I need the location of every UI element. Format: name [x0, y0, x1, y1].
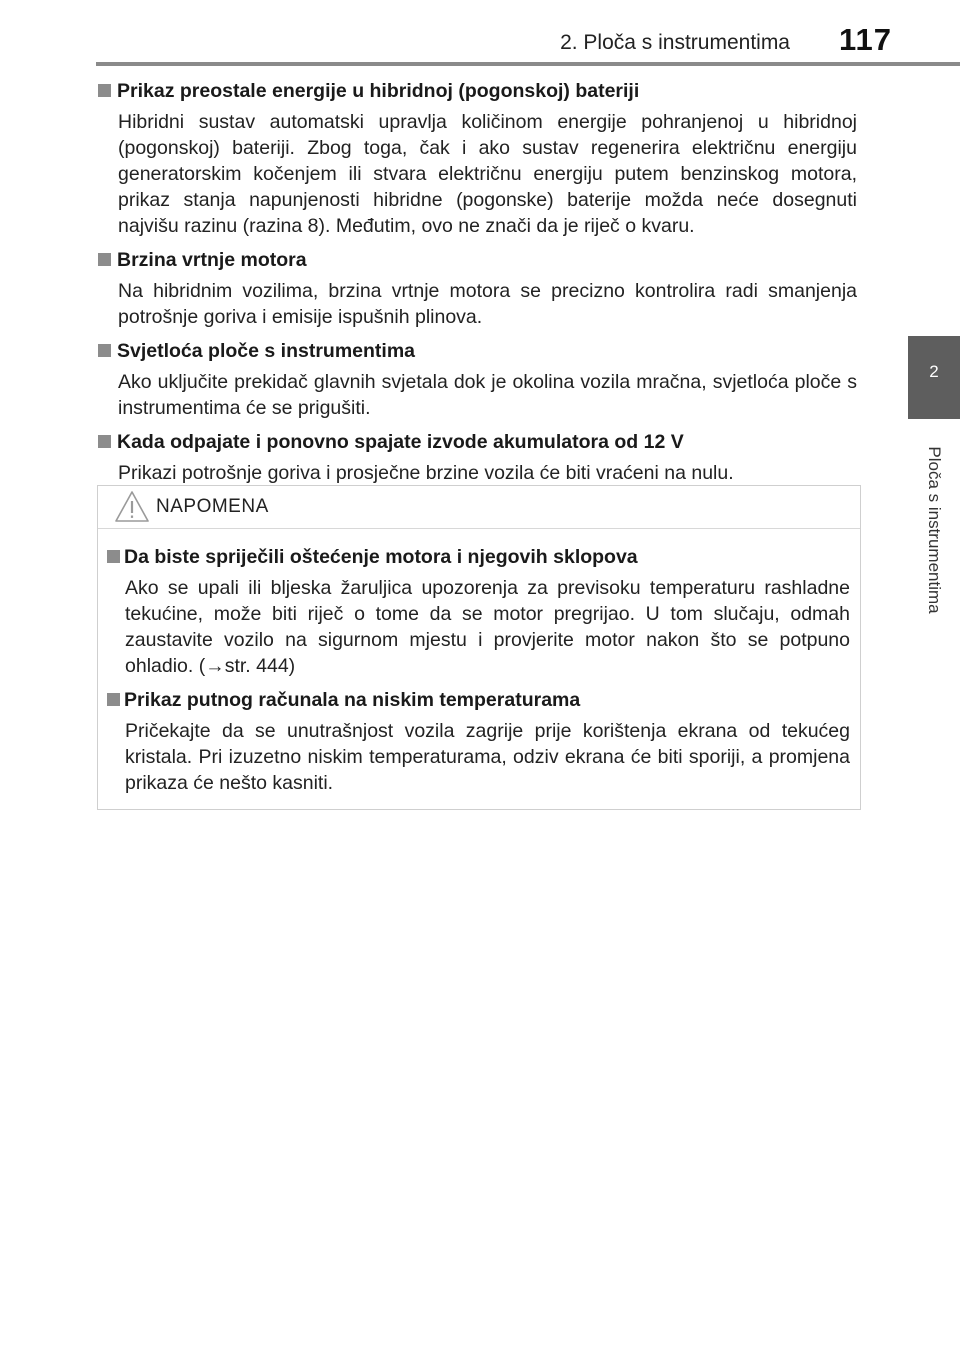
section-heading-text: Brzina vrtnje motora [117, 249, 307, 271]
notice-heading-text: Prikaz putnog računala na niskim temperaturama [124, 689, 581, 711]
section-heading [97, 247, 857, 273]
notice-heading [106, 544, 850, 570]
square-bullet-icon [107, 693, 120, 706]
notice-body [106, 544, 850, 804]
chapter-label: Ploča s instrumentima [925, 446, 944, 614]
section-heading-text: Svjetloća ploče s instrumentima [117, 340, 416, 362]
notice-box [97, 485, 861, 810]
square-bullet-icon [107, 550, 120, 563]
section-body: Hibridni sustav automatski upravlja količinom energije pohranjenoj u hibridnoj (pogonskoj) bateriji. Zbog toga, čak i ako sustav regenerira električnu energiju generatorskim kočenjem ili stvara električnu energiju putem benzinskog motora, prikaz stanja napunjenosti hibridne (pogonske) baterije možda neće dosegnuti najvišu razinu (razina 8). Međutim, ovo ne znači da je riječ o kvaru. [118, 111, 857, 237]
section-heading-text: Prikaz preostale energije u hibridnoj (pogonskoj) bateriji [117, 80, 640, 102]
chapter-tab [908, 336, 960, 419]
section-heading [97, 429, 857, 455]
section-body: Prikazi potrošnje goriva i prosječne brzine vozila će biti vraćeni na nulu. [118, 462, 734, 484]
warning-triangle-icon [114, 490, 150, 524]
notice-title: NAPOMENA [156, 496, 269, 517]
chapter-number: 2 [929, 362, 939, 381]
section-battery [97, 78, 857, 239]
square-bullet-icon [98, 344, 111, 357]
section-brightness [97, 338, 857, 421]
header-rule [96, 62, 960, 66]
notice-item-trip-computer [106, 687, 850, 796]
square-bullet-icon [98, 84, 111, 97]
page-header [0, 0, 960, 66]
section-title: 2. Ploča s instrumentima [560, 31, 790, 54]
section-heading [97, 338, 857, 364]
notice-item-engine-protection [106, 544, 850, 679]
notice-header [98, 486, 860, 529]
square-bullet-icon [98, 253, 111, 266]
section-heading [97, 78, 857, 104]
notice-text: Ako se upali ili bljeska žaruljica upozorenja za previsoku temperaturu rashladne tekućine, može biti riječ o tome da se motor pregrijao. U tom slučaju, odmah zaustavite vozilo na sigurnom mjestu i provjerite motor nakon što se potpuno ohladio. (→str. 444) [125, 577, 850, 677]
page-number: 117 [838, 22, 892, 57]
section-body: Na hibridnim vozilima, brzina vrtnje motora se precizno kontrolira radi smanjenja potrošnje goriva i emisije ispušnih plinova. [118, 280, 857, 328]
square-bullet-icon [98, 435, 111, 448]
section-body: Ako uključite prekidač glavnih svjetala dok je okolina vozila mračna, svjetloća ploče s instrumentima će se prigušiti. [118, 371, 857, 419]
notice-heading [106, 687, 850, 713]
main-content [97, 78, 857, 494]
notice-heading-text: Da biste spriječili oštećenje motora i njegovih sklopova [124, 546, 638, 568]
notice-text: Pričekajte da se unutrašnjost vozila zagrije prije korištenja ekrana od tekućeg kristala. Pri izuzetno niskim temperaturama, odziv ekrana će biti sporiji, a promjena prikaza će nešto kasniti. [125, 720, 850, 794]
section-battery-terminals [97, 429, 857, 486]
section-heading-text: Kada odpajate i ponovno spajate izvode akumulatora od 12 V [117, 431, 684, 453]
section-engine-speed [97, 247, 857, 330]
